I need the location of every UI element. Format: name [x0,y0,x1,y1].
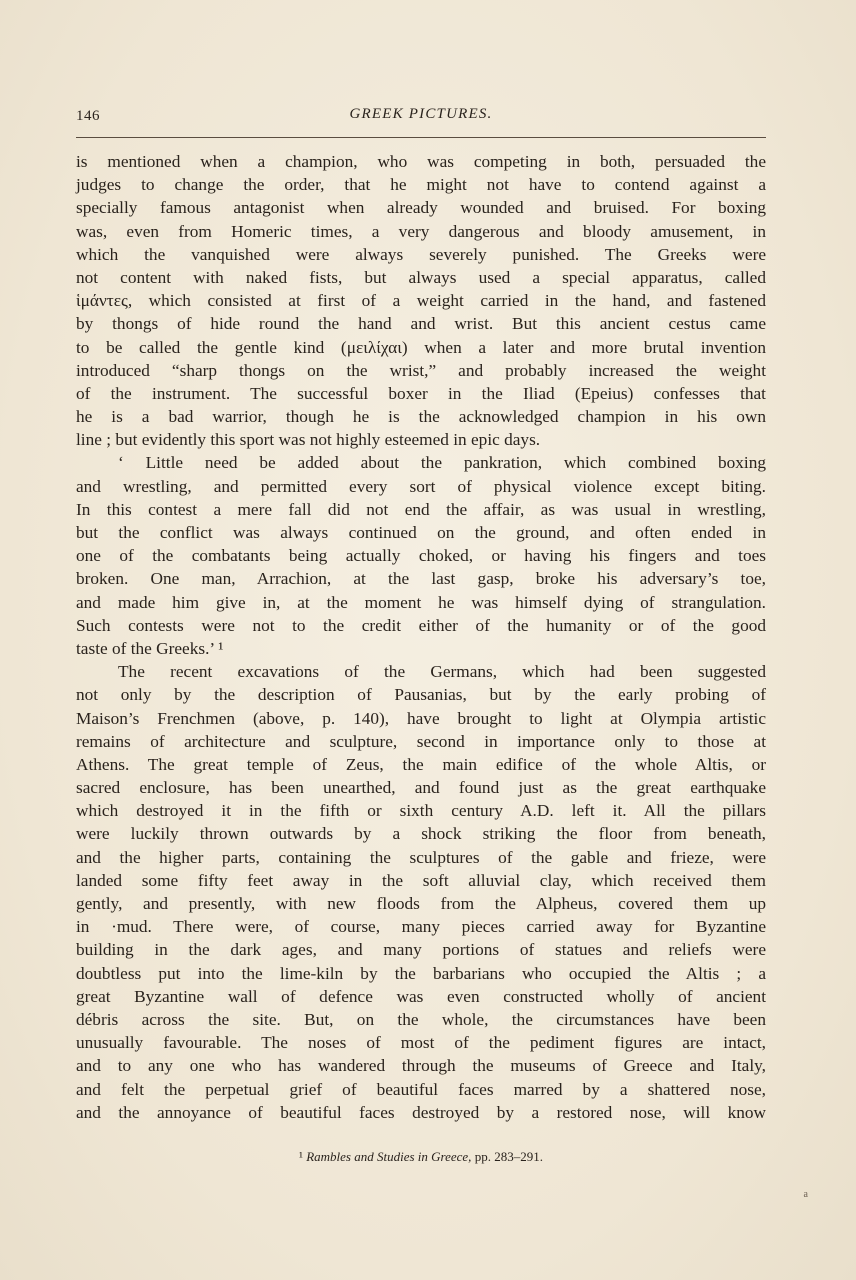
text-line: specially famous antagonist when already wounded and bruised. For boxing [76,198,766,218]
text-line: débris across the site. But, on the whole, the circumstances have been [76,1009,766,1029]
text-line: Maison’s Frenchmen (above, p. 140), have brought to light at Olympia artistic [76,708,766,728]
text-line: Such contests were not to the credit either of the humanity or of the good [76,615,766,635]
text-line: doubtless put into the lime-kiln by the barbarians who occupied the Altis ; a [76,963,766,983]
text-line: Athens. The great temple of Zeus, the main edifice of the whole Altis, or [76,754,766,774]
text-line: line ; but evidently this sport was not highly esteemed in epic days. [76,430,541,450]
text-line: to be called the gentle kind (μειλίχαι) when a later and more brutal invention [76,337,766,357]
text-line: of the instrument. The successful boxer in the Iliad (Epeius) confesses that [76,383,766,403]
body-text [76,150,766,1124]
text-line: was, even from Homeric times, a very dangerous and bloody amusement, in [76,221,766,241]
text-line: unusually favourable. The noses of most of the pediment figures are intact, [76,1033,766,1053]
text-line: sacred enclosure, has been unearthed, and found just as the great earthquake [76,778,766,798]
text-line: gently, and presently, with new floods from the Alpheus, covered them up [76,894,766,913]
text-line: and wrestling, and permitted every sort of physical violence except biting. [76,476,766,496]
text-line: and the higher parts, containing the sculptures of the gable and frieze, were [76,847,766,867]
text-line: ‘ Little need be added about the pankration, which combined boxing [118,453,766,473]
text-line: landed some fifty feet away in the soft alluvial clay, which received them [76,870,766,890]
page-header [76,106,766,130]
text-line: which the vanquished were always severely punished. The Greeks were [76,244,766,264]
footnote-marker: ¹ [299,1149,303,1164]
text-line: he is a bad warrior, though he is the acknowledged champion in his own [76,407,766,427]
running-title: GREEK PICTURES. [349,106,493,122]
text-line: and made him give in, at the moment he was himself dying of strangulation. [76,592,766,612]
text-line: building in the dark ages, and many portions of statues and reliefs were [76,940,766,960]
text-line: The recent excavations of the Germans, which had been suggested [118,662,766,682]
text-line: not content with naked fists, but always used a special apparatus, called [76,267,766,287]
text-line: and felt the perpetual grief of beautiful faces marred by a shattered nose, [76,1079,766,1099]
text-line: introduced “sharp thongs on the wrist,” and probably increased the weight [76,360,766,380]
corner-mark: a [803,1189,808,1200]
text-line: taste of the Greeks.’ ¹ [76,638,224,658]
text-line: and to any one who has wandered through the museums of Greece and Italy, [76,1056,766,1076]
footnote-title: Rambles and Studies in Greece, [306,1149,472,1164]
header-rule [76,137,766,138]
text-line: judges to change the order, that he might not have to contend against a [76,175,766,195]
footnote [76,1149,766,1165]
text-line: remains of architecture and sculpture, second in importance only to those at [76,731,766,751]
text-line: In this contest a mere fall did not end the affair, as was usual in wrestling, [76,499,766,519]
text-line: broken. One man, Arrachion, at the last gasp, broke his adversary’s toe, [76,569,766,589]
text-line: one of the combatants being actually choked, or having his fingers and toes [76,546,766,566]
text-line: which destroyed it in the fifth or sixth century A.D. left it. All the pillars [76,801,766,821]
text-line: and the annoyance of beautiful faces destroyed by a restored nose, will know [76,1102,766,1122]
text-line: great Byzantine wall of defence was even constructed wholly of ancient [76,986,766,1006]
text-line: by thongs of hide round the hand and wrist. But this ancient cestus came [76,314,766,334]
text-line: in ·mud. There were, of course, many pieces carried away for Byzantine [76,917,766,937]
footnote-pages: pp. 283–291. [474,1149,543,1164]
text-line: ἱμάντες, which consisted at first of a weight carried in the hand, and fastened [76,291,766,311]
text-line: were luckily thrown outwards by a shock striking the floor from beneath, [76,824,766,844]
page-number: 146 [76,108,100,124]
text-line: not only by the description of Pausanias, but by the early probing of [76,685,766,705]
text-line: is mentioned when a champion, who was competing in both, persuaded the [76,152,766,171]
text-line: but the conflict was always continued on the ground, and often ended in [76,523,766,542]
